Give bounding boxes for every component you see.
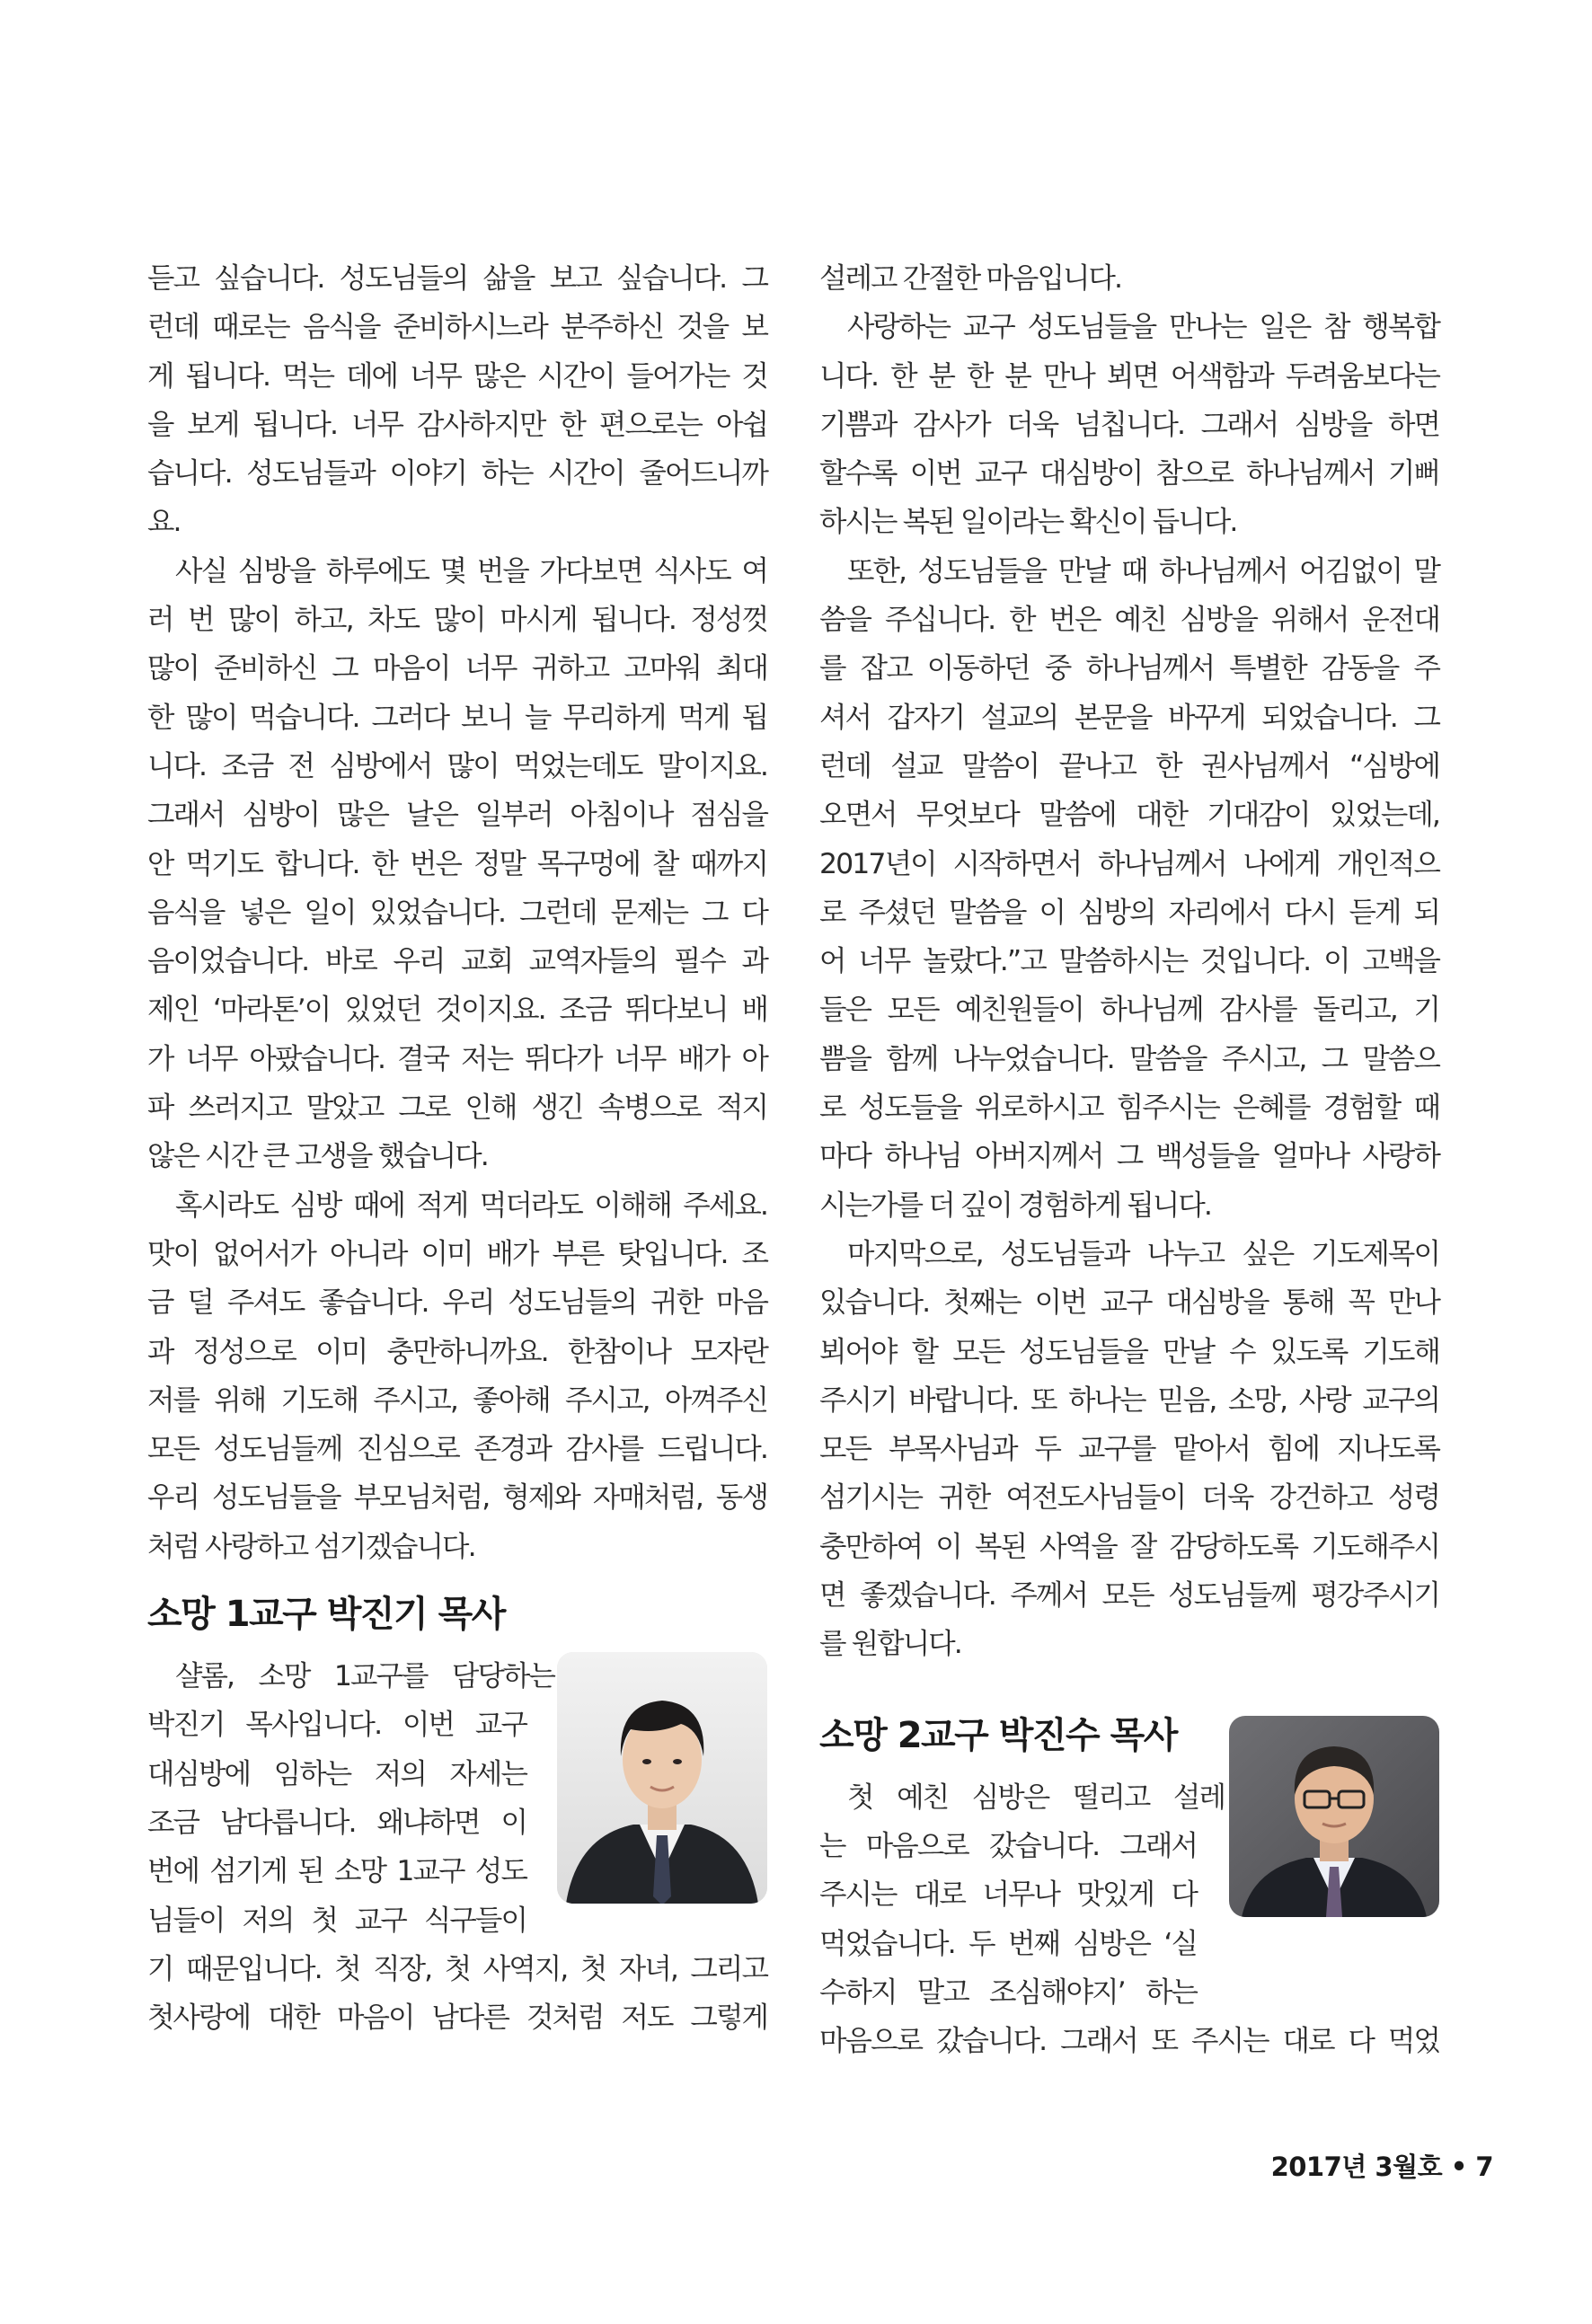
portrait-photo-1 (557, 1652, 767, 1904)
text-line: 는 마음으로 갔습니다. 그래서 (819, 1829, 1197, 1862)
text-line: 처럼 사랑하고 섬기겠습니다. (147, 1530, 475, 1563)
text-line: 님들이 저의 첫 교구 식구들이 (147, 1904, 526, 1937)
text-line: 박진기 목사입니다. 이번 교구 (147, 1709, 526, 1742)
text-line: 어 너무 놀랐다.”고 말씀하시는 것입니다. 이 고백을 (819, 945, 1439, 978)
text-line: 니다. 조금 전 심방에서 많이 먹었는데도 말이지요. (147, 749, 767, 782)
right-photo-section (819, 1700, 1439, 2017)
text-line: 음이었습니다. 바로 우리 교회 교역자들의 필수 과 (147, 945, 767, 978)
text-line: 그래서 심방이 많은 날은 일부러 아침이나 점심을 (147, 799, 767, 832)
text-line: 시는가를 더 깊이 경험하게 됩니다. (819, 1189, 1211, 1222)
right-body-text-continued (819, 2017, 1439, 2065)
text-line: 섬기시는 귀한 여전도사님들이 더욱 강건하고 성령 (819, 1481, 1439, 1515)
text-line: 할수록 이번 교구 대심방이 참으로 하나님께서 기뻐 (819, 457, 1439, 490)
text-line: 셔서 갑자기 설교의 본문을 바꾸게 되었습니다. 그 (819, 701, 1439, 734)
text-line: 하시는 복된 일이라는 확신이 듭니다. (819, 506, 1237, 539)
text-line: 오면서 무엇보다 말씀에 대한 기대감이 있었는데, (819, 799, 1439, 832)
text-line: 기 때문입니다. 첫 직장, 첫 사역지, 첫 자녀, 그리고 (147, 1952, 767, 1985)
text-line: 가 너무 아팠습니다. 결국 저는 뛰다가 너무 배가 아 (147, 1042, 767, 1075)
text-line: 러 번 많이 하고, 차도 많이 마시게 됩니다. 정성껏 (147, 604, 767, 637)
text-line: 파 쓰러지고 말았고 그로 인해 생긴 속병으로 적지 (147, 1091, 767, 1125)
text-line: 또한, 성도님들을 만날 때 하나님께서 어김없이 말 (847, 554, 1439, 588)
text-line: 않은 시간 큰 고생을 했습니다. (147, 1140, 488, 1173)
text-line: 맛이 없어서가 아니라 이미 배가 부른 탓입니다. 조 (147, 1237, 767, 1270)
text-line: 마다 하나님 아버지께서 그 백성들을 얼마나 사랑하 (819, 1140, 1439, 1173)
text-line: 사실 심방을 하루에도 몇 번을 가다보면 식사도 여 (175, 554, 767, 588)
right-body-text (819, 254, 1439, 1669)
left-body-text-continued (147, 1945, 767, 2043)
text-line: 모든 부목사님과 두 교구를 맡아서 힘에 지나도록 (819, 1433, 1439, 1466)
text-line: 혹시라도 심방 때에 적게 먹더라도 이해해 주세요. (175, 1189, 767, 1222)
section-heading-2: 소망 2교구 박진수 목사 (819, 1714, 1177, 1756)
text-line: 있습니다. 첫째는 이번 교구 대심방을 통해 꼭 만나 (819, 1286, 1439, 1320)
text-line: 수하지 말고 조심해야지’ 하는 (819, 1975, 1197, 2009)
text-line: 첫사랑에 대한 마음이 남다른 것처럼 저도 그렇게 (147, 2001, 767, 2035)
text-line: 번에 섬기게 된 소망 1교구 성도 (147, 1855, 526, 1888)
left-body-text (147, 254, 767, 1571)
text-line: 주시기 바랍니다. 또 하나는 믿음, 소망, 사랑 교구의 (819, 1383, 1439, 1417)
text-line: 니다. 한 분 한 분 만나 뵈면 어색함과 두려움보다는 (819, 359, 1439, 393)
portrait-2-image (1229, 1716, 1439, 1917)
text-line: 습니다. 성도님들과 이야기 하는 시간이 줄어드니까 (147, 457, 767, 490)
portrait-photo-2 (1229, 1716, 1439, 1917)
text-line: 런데 때로는 음식을 준비하시느라 분주하신 것을 보 (147, 311, 767, 344)
text-line: 많이 준비하신 그 마음이 너무 귀하고 고마워 최대 (147, 652, 767, 685)
text-line: 면 좋겠습니다. 주께서 모든 성도님들께 평강주시기 (819, 1579, 1439, 1613)
text-line: 를 원합니다. (819, 1628, 961, 1661)
text-line: 요. (147, 506, 181, 539)
text-line: 2017년이 시작하면서 하나님께서 나에게 개인적으 (819, 847, 1439, 880)
text-line: 쁨을 함께 나누었습니다. 말씀을 주시고, 그 말씀으 (819, 1042, 1439, 1075)
text-line: 뵈어야 할 모든 성도님들을 만날 수 있도록 기도해 (819, 1335, 1439, 1368)
text-line: 씀을 주십니다. 한 번은 예친 심방을 위해서 운전대 (819, 604, 1439, 637)
text-line: 우리 성도님들을 부모님처럼, 형제와 자매처럼, 동생 (147, 1481, 767, 1515)
text-line: 안 먹기도 합니다. 한 번은 정말 목구멍에 찰 때까지 (147, 847, 767, 880)
right-column (819, 254, 1439, 2065)
left-photo-section (147, 1652, 767, 1945)
text-line: 로 성도들을 위로하시고 힘주시는 은혜를 경험할 때 (819, 1091, 1439, 1125)
text-line: 저를 위해 기도해 주시고, 좋아해 주시고, 아껴주신 (147, 1383, 767, 1417)
text-line: 제인 ‘마라톤’이 있었던 것이지요. 조금 뛰다보니 배 (147, 994, 767, 1027)
text-line: 기쁨과 감사가 더욱 넘칩니다. 그래서 심방을 하면 (819, 408, 1439, 441)
section-heading-1: 소망 1교구 박진기 목사 (147, 1594, 505, 1636)
left-column (147, 254, 767, 2042)
text-line: 모든 성도님들께 진심으로 존경과 감사를 드립니다. (147, 1433, 767, 1466)
text-line: 설레고 간절한 마음입니다. (819, 262, 1122, 295)
portrait-1-image (557, 1652, 767, 1904)
text-line: 런데 설교 말씀이 끝나고 한 권사님께서 “심방에 (819, 749, 1439, 782)
text-line: 들은 모든 예친원들이 하나님께 감사를 돌리고, 기 (819, 994, 1439, 1027)
text-line: 주시는 대로 너무나 맛있게 다 (819, 1878, 1197, 1912)
text-line: 금 덜 주셔도 좋습니다. 우리 성도님들의 귀한 마음 (147, 1286, 767, 1320)
page-footer: 2017년 3월호 • 7 (1270, 2152, 1493, 2182)
text-line: 충만하여 이 복된 사역을 잘 감당하도록 기도해주시 (819, 1530, 1439, 1563)
text-line: 로 주셨던 말씀을 이 심방의 자리에서 다시 듣게 되 (819, 896, 1439, 929)
text-line: 과 정성으로 이미 충만하니까요. 한참이나 모자란 (147, 1335, 767, 1368)
text-line: 를 잡고 이동하던 중 하나님께서 특별한 감동을 주 (819, 652, 1439, 685)
text-line: 마음으로 갔습니다. 그래서 또 주시는 대로 다 먹었 (819, 2025, 1439, 2058)
text-line: 샬롬, 소망 1교구를 담당하는 (175, 1660, 554, 1693)
text-line: 을 보게 됩니다. 너무 감사하지만 한 편으로는 아쉽 (147, 408, 767, 441)
text-line: 한 많이 먹습니다. 그러다 보니 늘 무리하게 먹게 됩 (147, 701, 767, 734)
text-line: 음식을 넣은 일이 있었습니다. 그런데 문제는 그 다 (147, 896, 767, 929)
text-line: 듣고 싶습니다. 성도님들의 삶을 보고 싶습니다. 그 (147, 262, 767, 295)
text-line: 대심방에 임하는 저의 자세는 (147, 1757, 526, 1790)
text-line: 사랑하는 교구 성도님들을 만나는 일은 참 행복합 (847, 311, 1439, 344)
text-line: 마지막으로, 성도님들과 나누고 싶은 기도제목이 (847, 1237, 1439, 1270)
text-line: 게 됩니다. 먹는 데에 너무 많은 시간이 들어가는 것 (147, 359, 767, 393)
text-line: 조금 남다릅니다. 왜냐하면 이 (147, 1806, 526, 1839)
text-line: 첫 예친 심방은 떨리고 설레 (847, 1781, 1225, 1814)
text-line: 먹었습니다. 두 번째 심방은 ‘실 (819, 1927, 1197, 1960)
